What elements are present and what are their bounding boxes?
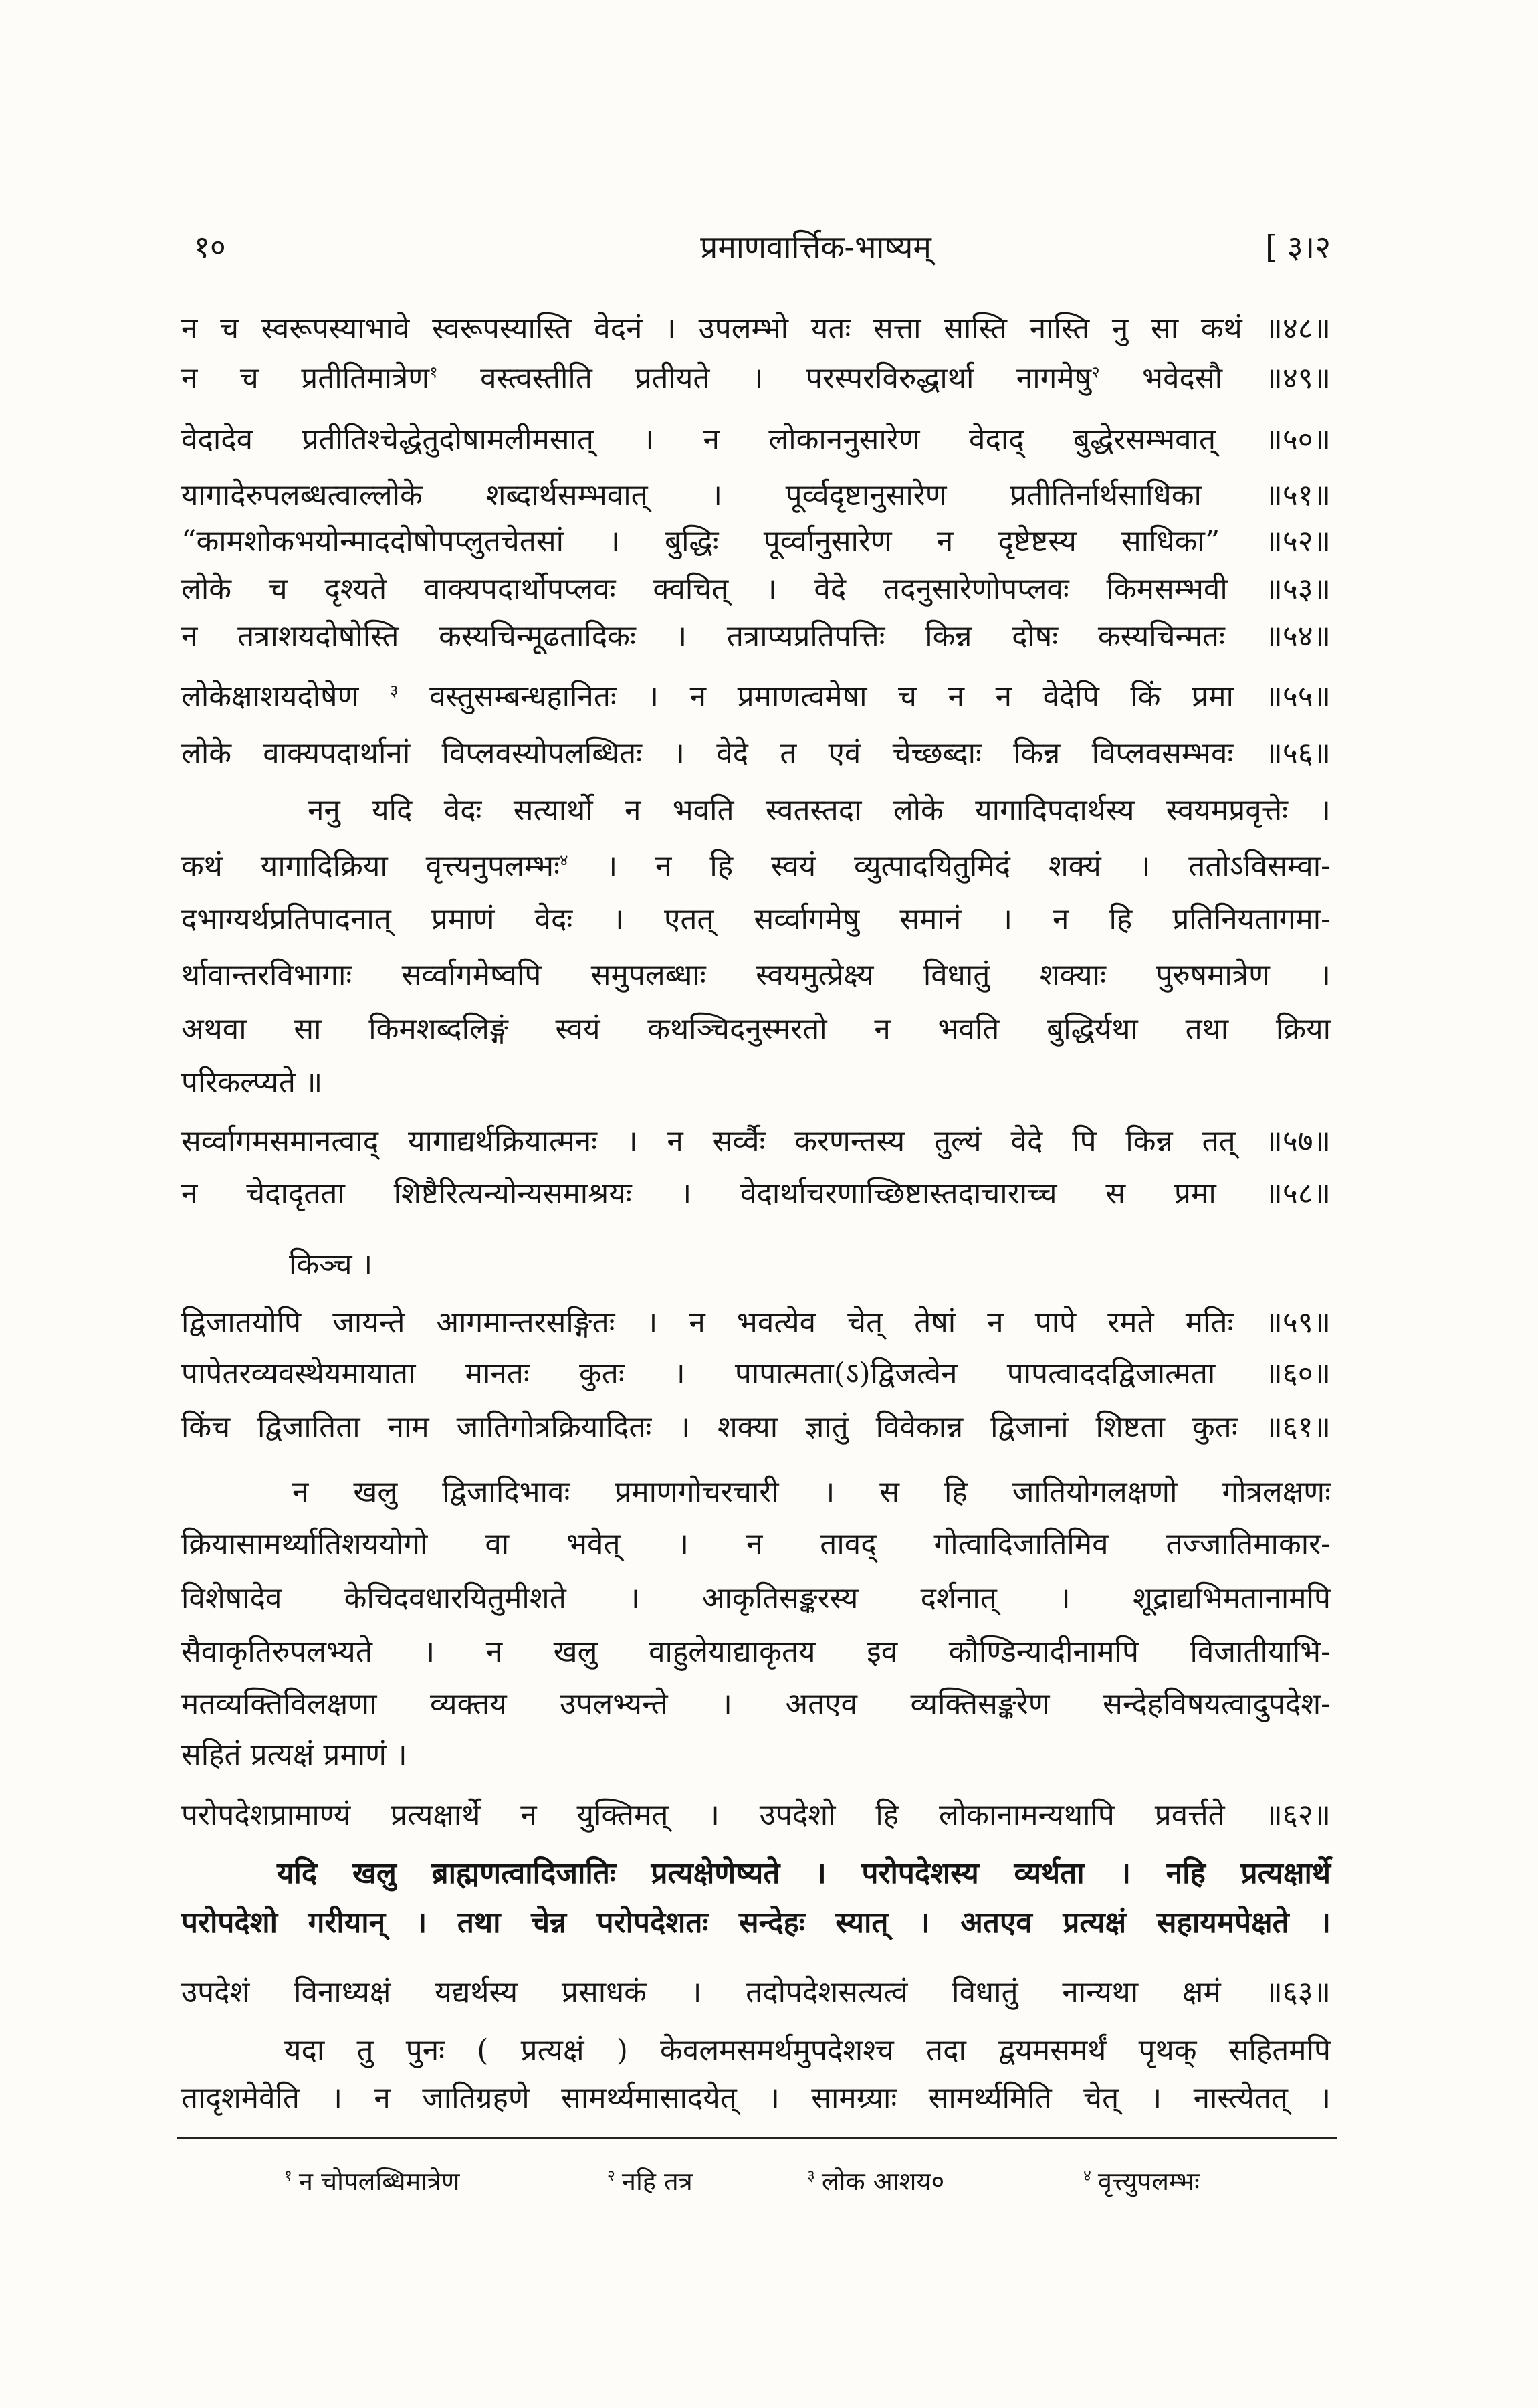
verse-line	[181, 518, 1331, 566]
line-text: र्थावान्तरविभागाः सर्व्वागमेष्वपि समुपलब्धाः स्वयमुत्प्रेक्ष्य विधातुं शक्याः पुरुषमात्रेण ।	[181, 958, 1331, 992]
verse-line	[181, 1969, 1331, 2017]
footnote-rule	[177, 2137, 1337, 2139]
line-text: उपदेशं विनाध्यक्षं यद्यर्थस्य प्रसाधकं । तदोपदेशसत्यत्वं विधातुं नान्यथा क्षमं ॥६३॥	[181, 1975, 1331, 2009]
line-text: तादृशमेवेति । न जातिग्रहणे सामर्थ्यमासादयेत् । सामग्र्याः सामर्थ्यमिति चेत् । नास्त्येतत् ।	[181, 2081, 1331, 2115]
line-text: वेदादेव प्रतीतिश्चेद्धेतुदोषामलीमसात् । न लोकाननुसारेण वेदाद् बुद्धेरसम्भवात् ॥५०॥	[181, 423, 1331, 457]
commentary-line	[277, 1849, 1331, 1898]
footnote-marker: १	[429, 363, 438, 382]
footnote-number: ४	[1083, 2167, 1091, 2185]
footnote-text: नहि तत्र	[621, 2167, 693, 2196]
line-text: न चेदादृतता शिष्टैरित्यन्योन्यसमाश्रयः । वेदार्थाचरणाच्छिष्टास्तदाचाराच्च स प्रमा ॥५८॥	[181, 1177, 1331, 1211]
line-text: न खलु द्विजादिभावः प्रमाणगोचरचारी । स हि जातियोगलक्षणो गोत्रलक्षणः	[292, 1475, 1331, 1509]
footnote-text: न चोपलब्धिमात्रेण	[298, 2167, 460, 2196]
line-text: न च प्रतीतिमात्रेण	[181, 361, 430, 395]
line-text: ननु यदि वेदः सत्यार्थो न भवति स्वतस्तदा लोके यागादिपदार्थस्य स्वयमप्रवृत्तेः ।	[308, 793, 1331, 827]
commentary-line	[308, 787, 1331, 835]
commentary-line	[181, 1731, 1331, 1779]
footnote-marker: ४	[559, 850, 568, 870]
verse-line	[181, 355, 1331, 403]
page-number: १०	[194, 229, 226, 265]
line-text: न तत्राशयदोषोस्ति कस्यचिन्मूढतादिकः । तत्राप्यप्रतिपत्तिः किन्न दोषः कस्यचिन्मतः ॥५४॥	[181, 619, 1331, 654]
commentary-line	[284, 2027, 1331, 2075]
footnote-1	[284, 2159, 460, 2203]
verse-line	[181, 730, 1331, 778]
running-title: प्रमाणवार्त्तिक-भाष्यम्	[700, 229, 931, 265]
line-text: “कामशोकभयोन्माददोषोपप्लुतचेतसां । बुद्धिः पूर्व्वानुसारेण न दृष्टेष्टस्य साधिका” ॥५२॥	[181, 524, 1331, 559]
footnote-marker: ३	[390, 681, 399, 700]
commentary-line	[181, 1005, 1331, 1054]
commentary-line	[181, 1680, 1331, 1728]
verse-line	[181, 1791, 1331, 1839]
verse-line	[181, 613, 1331, 661]
commentary-line	[181, 2074, 1331, 2122]
verse-line	[181, 1350, 1331, 1398]
verse-line	[181, 565, 1331, 613]
line-text: यागादेरुपलब्धत्वाल्लोके शब्दार्थसम्भवात् । पूर्व्वदृष्टानुसारेण प्रतीतिर्नार्थसाधिका ॥५१॥	[181, 478, 1331, 512]
line-text: लोकेक्षाशयदोषेण	[181, 680, 390, 714]
footnote-text: लोक आशय०	[821, 2167, 945, 2196]
verse-line	[181, 1118, 1331, 1166]
line-text: । न हि स्वयं व्युत्पादयितुमिदं शक्यं । ततोऽविसम्वा-	[568, 849, 1331, 883]
line-text: कथं यागादिक्रिया वृत्त्यनुपलम्भः	[181, 849, 560, 883]
footnote-3	[807, 2159, 944, 2203]
commentary-line	[181, 1628, 1331, 1676]
footnote-number: ३	[807, 2167, 815, 2185]
verse-line	[181, 673, 1331, 721]
commentary-line	[181, 1520, 1331, 1569]
line-text: यदि खलु ब्राह्मणत्वादिजातिः प्रत्यक्षेणेष्यते । परोपदेशस्य व्यर्थता । नहि प्रत्यक्षार्थे	[277, 1856, 1331, 1890]
line-text: मतव्यक्तिविलक्षणा व्यक्तय उपलभ्यन्ते । अतएव व्यक्तिसङ्करेण सन्देहविषयत्वादुपदेश-	[181, 1687, 1331, 1721]
line-text: पापेतरव्यवस्थेयमायाता मानतः कुतः । पापात्मता(ऽ)द्विजत्वेन पापत्वाददद्विजात्मता ॥६०॥	[181, 1357, 1331, 1391]
footnote-4	[1083, 2159, 1200, 2203]
line-text: वस्तुसम्बन्धहानितः । न प्रमाणत्वमेषा च न न वेदेपि किं प्रमा ॥५५॥	[398, 680, 1331, 714]
commentary-line	[181, 951, 1331, 999]
verse-line	[181, 1170, 1331, 1218]
commentary-line	[181, 1059, 1331, 1107]
footnote-2	[607, 2159, 693, 2203]
footnote-marker: २	[1091, 363, 1100, 382]
line-text: सर्व्वागमसमानत्वाद् यागाद्यर्थक्रियात्मनः । न सर्व्वैः करणन्तस्य तुल्यं वेदे पि किन्न तत् ॥५७॥	[181, 1124, 1331, 1159]
footnote-number: १	[284, 2167, 292, 2185]
line-text: भवेदसौ ॥४९॥	[1099, 361, 1331, 395]
line-text: क्रियासामर्थ्यातिशययोगो वा भवेत् । न तावद् गोत्वादिजातिमिव तज्जातिमाकार-	[181, 1527, 1331, 1561]
commentary-line	[181, 842, 1331, 890]
line-text: किञ्च ।	[289, 1247, 373, 1282]
line-text: सैवाकृतिरुपलभ्यते । न खलु वाहुलेयाद्याकृतय इव कौण्डिन्यादीनामपि विजातीयाभि-	[181, 1635, 1331, 1669]
commentary-line	[181, 1575, 1331, 1623]
verse-line	[181, 1299, 1331, 1347]
commentary-line	[181, 1899, 1331, 1947]
line-text: परोपदेशप्रामाण्यं प्रत्यक्षार्थे न युक्तिमत् । उपदेशो हि लोकानामन्यथापि प्रवर्त्तते ॥६२॥	[181, 1798, 1331, 1832]
line-text: लोके वाक्यपदार्थानां विप्लवस्योपलब्धितः । वेदे त एवं चेच्छब्दाः किन्न विप्लवसम्भवः ॥५६॥	[181, 736, 1331, 771]
footnote-number: २	[607, 2167, 615, 2185]
commentary-line	[181, 896, 1331, 944]
line-text: न च स्वरूपस्याभावे स्वरूपस्यास्ति वेदनं । उपलम्भो यतः सत्ता सास्ति नास्ति नु सा कथं ॥४८॥	[181, 312, 1331, 346]
footnote-text: वृत्त्युपलम्भः	[1097, 2167, 1200, 2196]
line-text: यदा तु पुनः ( प्रत्यक्षं ) केवलमसमर्थमुपदेशश्च तदा द्वयमसमर्थं पृथक् सहितमपि	[284, 2033, 1331, 2068]
section-reference: [ ३।२	[1265, 229, 1331, 265]
line-text: सहितं प्रत्यक्षं प्रमाणं ।	[181, 1738, 407, 1772]
verse-line	[181, 1403, 1331, 1451]
verse-line	[181, 472, 1331, 520]
line-text: अथवा सा किमशब्दलिङ्गं स्वयं कथञ्चिदनुस्मरतो न भवति बुद्धिर्यथा तथा क्रिया	[181, 1012, 1331, 1046]
commentary-line	[292, 1468, 1331, 1516]
verse-line	[181, 416, 1331, 464]
section-heading	[289, 1241, 1331, 1289]
line-text: किंच द्विजातिता नाम जातिगोत्रक्रियादितः । शक्या ज्ञातुं विवेकान्न द्विजानां शिष्टता कुतः ॥६१॥	[181, 1410, 1331, 1444]
line-text: परोपदेशो गरीयान् । तथा चेन्न परोपदेशतः सन्देहः स्यात् । अतएव प्रत्यक्षं सहायमपेक्षते ।	[181, 1906, 1331, 1940]
line-text: वस्त्वस्तीति प्रतीयते । परस्परविरुद्धार्था नागमेषु	[437, 361, 1092, 395]
verse-line	[181, 305, 1331, 353]
line-text: दभाग्यर्थप्रतिपादनात् प्रमाणं वेदः । एतत् सर्व्वागमेषु समानं । न हि प्रतिनियतागमा-	[181, 902, 1331, 936]
line-text: परिकल्प्यते ॥	[181, 1066, 323, 1100]
line-text: विशेषादेव केचिदवधारयितुमीशते । आकृतिसङ्करस्य दर्शनात् । शूद्राद्यभिमतानामपि	[181, 1581, 1331, 1615]
line-text: द्विजातयोपि जायन्ते आगमान्तरसङ्गितः । न भवत्येव चेत् तेषां न पापे रमते मतिः ॥५९॥	[181, 1306, 1331, 1340]
line-text: लोके च दृश्यते वाक्यपदार्थोपप्लवः क्वचित् । वेदे तदनुसारेणोपप्लवः किमसम्भवी ॥५३॥	[181, 572, 1331, 606]
